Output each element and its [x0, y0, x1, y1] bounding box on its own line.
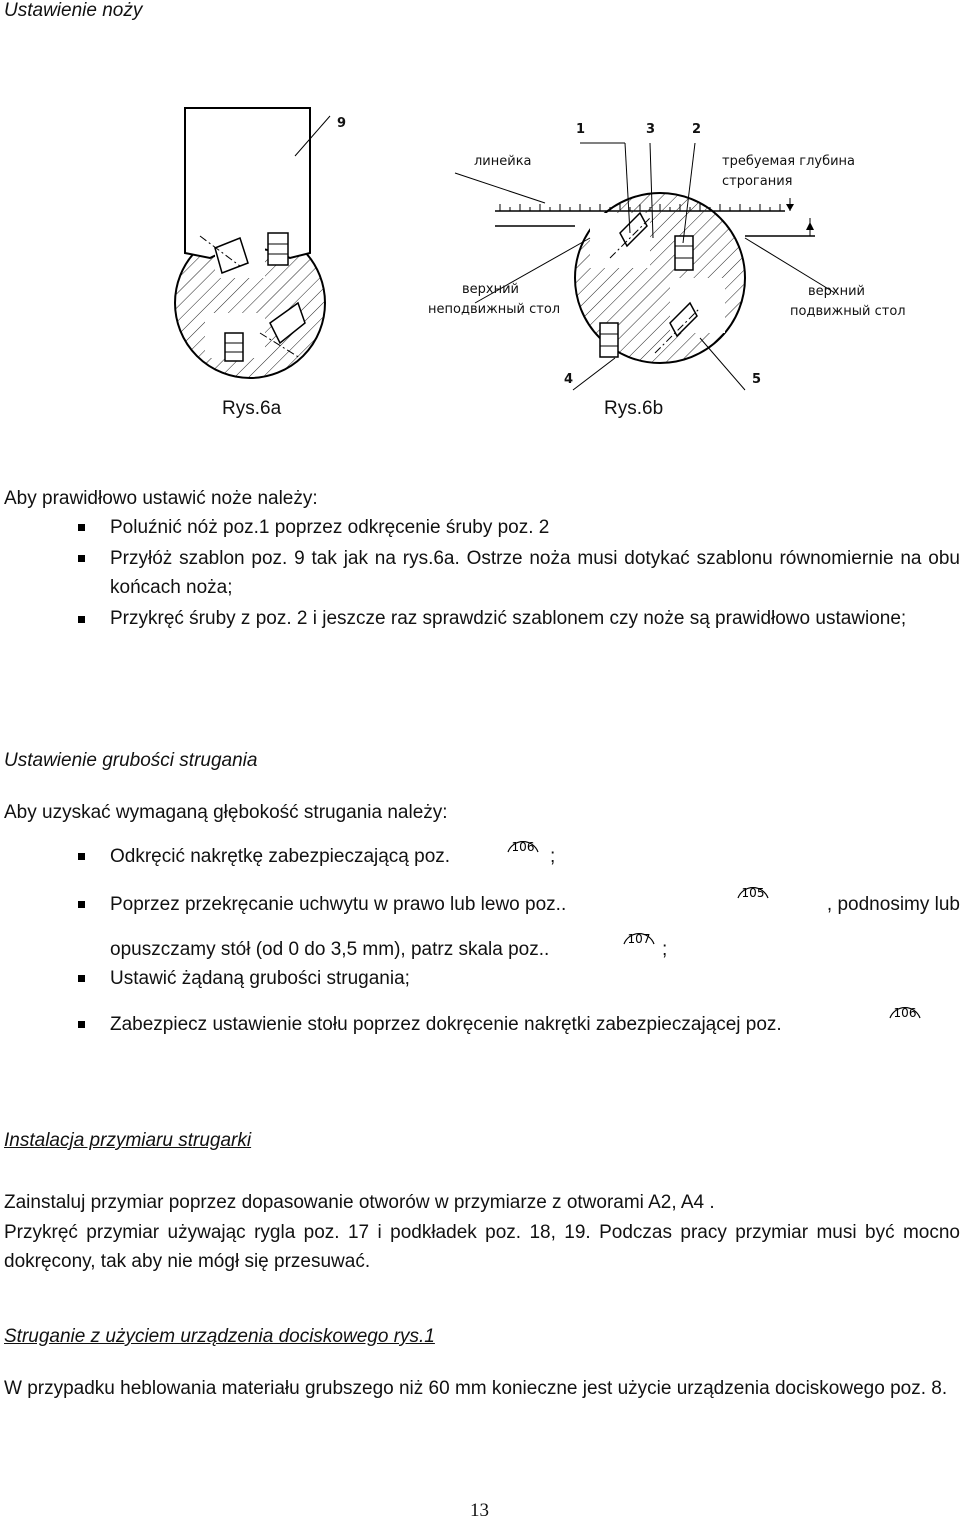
fig6a-caption: Rys.6a: [222, 398, 282, 419]
fence-line-1: Zainstaluj przymiar poprzez dopasowanie otworów w przymiarze z otworami A2, A4 .: [4, 1192, 715, 1213]
knives-item-3: Przykręć śruby z poz. 2 i jeszcze raz sprawdzić szablonem czy noże są prawidłowo ustawione;: [110, 608, 907, 629]
bullet: [78, 853, 85, 860]
thickness-item-1-end: ;: [550, 846, 556, 867]
fig6b-depth-label-2: строгания: [722, 174, 793, 189]
badge-text: 107: [627, 932, 651, 946]
fig6b-number-4: 4: [564, 372, 574, 387]
position-badge: [506, 830, 540, 858]
fig6b-ruler-label: линейка: [474, 154, 532, 169]
badge-text: 105: [741, 886, 765, 900]
position-badge: [622, 922, 656, 950]
fig6b-fixed-table-1: верхний: [462, 282, 520, 297]
badge-text: 106: [893, 1006, 917, 1020]
badge-text: 106: [511, 840, 535, 854]
thickness-item-2-end: , podnosimy lub: [826, 894, 960, 915]
thickness-item-2-end2: ;: [662, 939, 668, 960]
thickness-item-2: Poprzez przekręcanie uchwytu w prawo lub lewo poz..: [110, 894, 567, 915]
hold-paragraph: W przypadku heblowania materiału grubszego niż 60 mm konieczne jest użycie urządzenia dociskowego poz. 8.: [4, 1378, 948, 1399]
fig6b-moving-table-1: верхний: [808, 284, 866, 299]
fig6a-number-9: 9: [337, 116, 347, 131]
thickness-item-4: Zabezpiecz ustawienie stołu poprzez dokręcenie nakrętki zabezpieczającej poz.: [110, 1014, 782, 1035]
section-title-knives: Ustawienie noży: [4, 0, 143, 21]
bullet: [78, 1021, 85, 1028]
position-badge: [736, 876, 770, 904]
bullet: [78, 975, 85, 982]
fig6b-number-2: 2: [692, 122, 702, 137]
thickness-item-2-cont: opuszczamy stół (od 0 do 3,5 mm), patrz skala poz..: [110, 939, 550, 960]
bullet: [78, 616, 85, 623]
section-title-thickness: Ustawienie grubości strugania: [4, 750, 258, 771]
knives-item-2: Przyłóż szablon poz. 9 tak jak na rys.6a. Ostrze noża musi dotykać szablonu równomiernie na obu końcach noża;: [110, 548, 960, 598]
thickness-intro: Aby uzyskać wymaganą głębokość strugania należy:: [4, 802, 448, 823]
bullet: [78, 901, 85, 908]
thickness-item-3: Ustawić żądaną grubości strugania;: [110, 968, 410, 989]
bullet: [78, 524, 85, 531]
knives-item-1: Poluźnić nóż poz.1 poprzez odkręcenie śruby poz. 2: [110, 517, 550, 538]
section-title-hold: Struganie z użyciem urządzenia dociskowego rys.1: [4, 1326, 435, 1347]
fig6b-number-3: 3: [646, 122, 656, 137]
fence-line-2: Przykręć przymiar używając rygla poz. 17 i podkładek poz. 18, 19. Podczas pracy przymiar musi być mocno dokręcony, tak aby nie mógł się przesuwać.: [4, 1222, 960, 1272]
thickness-item-1: Odkręcić nakrętkę zabezpieczającą poz.: [110, 846, 451, 867]
fig6b-depth-label-1: требуемая глубина: [722, 154, 856, 169]
fig6b-number-1: 1: [576, 122, 586, 137]
fig6b-moving-table-2: подвижный стол: [790, 304, 906, 319]
figure-6a: [170, 88, 345, 388]
fig6b-caption: Rys.6b: [604, 398, 664, 419]
position-badge: [888, 996, 922, 1024]
section-title-fence: Instalacja przymiaru strugarki: [4, 1130, 252, 1151]
fig6b-fixed-table-2: неподвижный стол: [428, 302, 561, 317]
page-number: 13: [470, 1500, 489, 1521]
bullet: [78, 555, 85, 562]
fig6b-number-5: 5: [752, 372, 762, 387]
knives-intro: Aby prawidłowo ustawić noże należy:: [4, 488, 318, 509]
